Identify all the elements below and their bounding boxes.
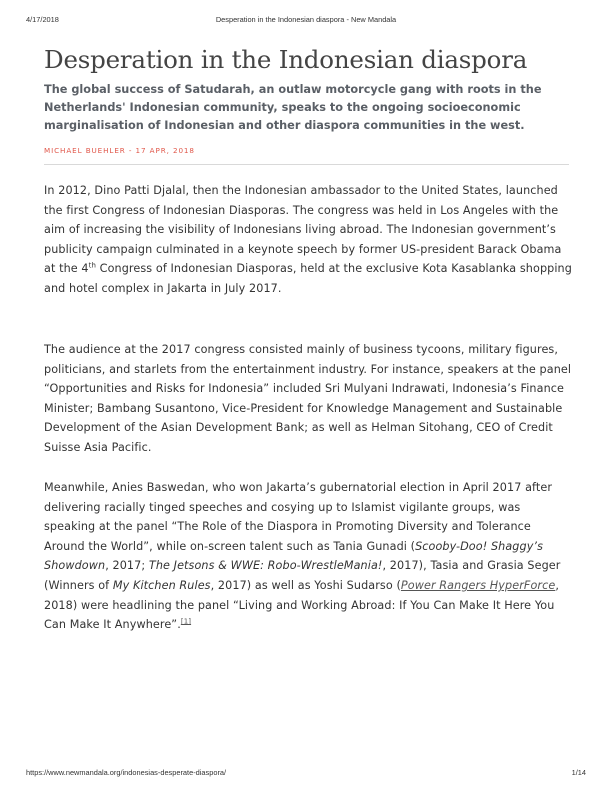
paragraph-3-text-3: , 2017), Tasia and Grasia Seger (Winners of xyxy=(44,559,561,592)
paragraph-3-text-4: , 2017) as well as Yoshi Sudarso ( xyxy=(210,578,401,592)
article-byline: MICHAEL BUEHLER - 17 APR, 2018 xyxy=(44,146,195,155)
paragraph-1-text-b: Congress of Indonesian Diasporas, held at the exclusive Kota Kasablanka shopping and hotel complex in Jakarta in July 2017. xyxy=(44,262,572,295)
paragraph-1 xyxy=(44,181,572,299)
print-page-title: Desperation in the Indonesian diaspora - New Mandala xyxy=(215,15,397,24)
paragraph-3-text-5: , 2018) were headlining the panel “Living and Working Abroad: If You Can Make It Here You Can Make It Anywhere”. xyxy=(44,578,559,632)
print-date: 4/17/2018 xyxy=(26,15,59,24)
power-rangers-link-text: Power Rangers HyperForce xyxy=(400,578,556,592)
print-header xyxy=(26,15,586,25)
title-jetsons-wwe: The Jetsons & WWE: Robo-WrestleMania! xyxy=(148,559,383,573)
paragraph-2: The audience at the 2017 congress consisted mainly of business tycoons, military figures, politicians, and starlets from the entertainment industry. For instance, speakers at the panel “Opportunities and Risks for Indonesia” included Sri Mulyani Indrawati, Indonesia’s Finance Minister; Bambang Susantono, Vice-President for Knowledge Management and Sustainable Development of the Asian Development Bank; as well as Helman Sitohang, CEO of Credit Suisse Asia Pacific. xyxy=(44,343,572,454)
title-scooby-doo: Scooby-Doo! Shaggy’s Showdown xyxy=(44,539,543,573)
paragraph-3-text-2: , 2017; xyxy=(105,559,149,573)
print-footer xyxy=(26,768,586,778)
title-my-kitchen-rules: My Kitchen Rules xyxy=(112,578,211,592)
paragraph-1-text-a: In 2012, Dino Patti Djalal, then the Indonesian ambassador to the United States, launched the first Congress of Indonesian Diasporas. The congress was held in Los Angeles with the aim of increasing the visibility of Indonesians living abroad. The Indonesian government’s publicity campaign culminated in a keynote speech by former US-president Barack Obama at the 4 xyxy=(44,184,562,276)
paragraph-3-text-1: Meanwhile, Anies Baswedan, who won Jakarta’s gubernatorial election in April 2017 after delivering racially tinged speeches and cosying up to Islamist vigilante groups, was speaking at the panel “The Role of the Diaspora in Promoting Diversity and Tolerance Around the World”, while on-screen talent such as Tania Gunadi ( xyxy=(44,481,553,553)
print-page-number: 1/14 xyxy=(571,768,586,777)
power-rangers-link[interactable] xyxy=(401,579,555,592)
ordinal-suffix: th xyxy=(88,261,97,270)
article-lede: The global success of Satudarah, an outlaw motorcycle gang with roots in the Netherlands' Indonesian community, speaks to the ongoing socioeconomic marginalisation of Indonesian and other diaspora communities in the west. xyxy=(44,83,542,132)
footnote-1-link[interactable]: [1] xyxy=(180,617,192,626)
paragraph-3 xyxy=(44,478,572,635)
article-title: Desperation in the Indonesian diaspora xyxy=(44,45,528,75)
divider xyxy=(44,164,569,165)
print-url: https://www.newmandala.org/indonesias-desperate-diaspora/ xyxy=(26,768,227,777)
